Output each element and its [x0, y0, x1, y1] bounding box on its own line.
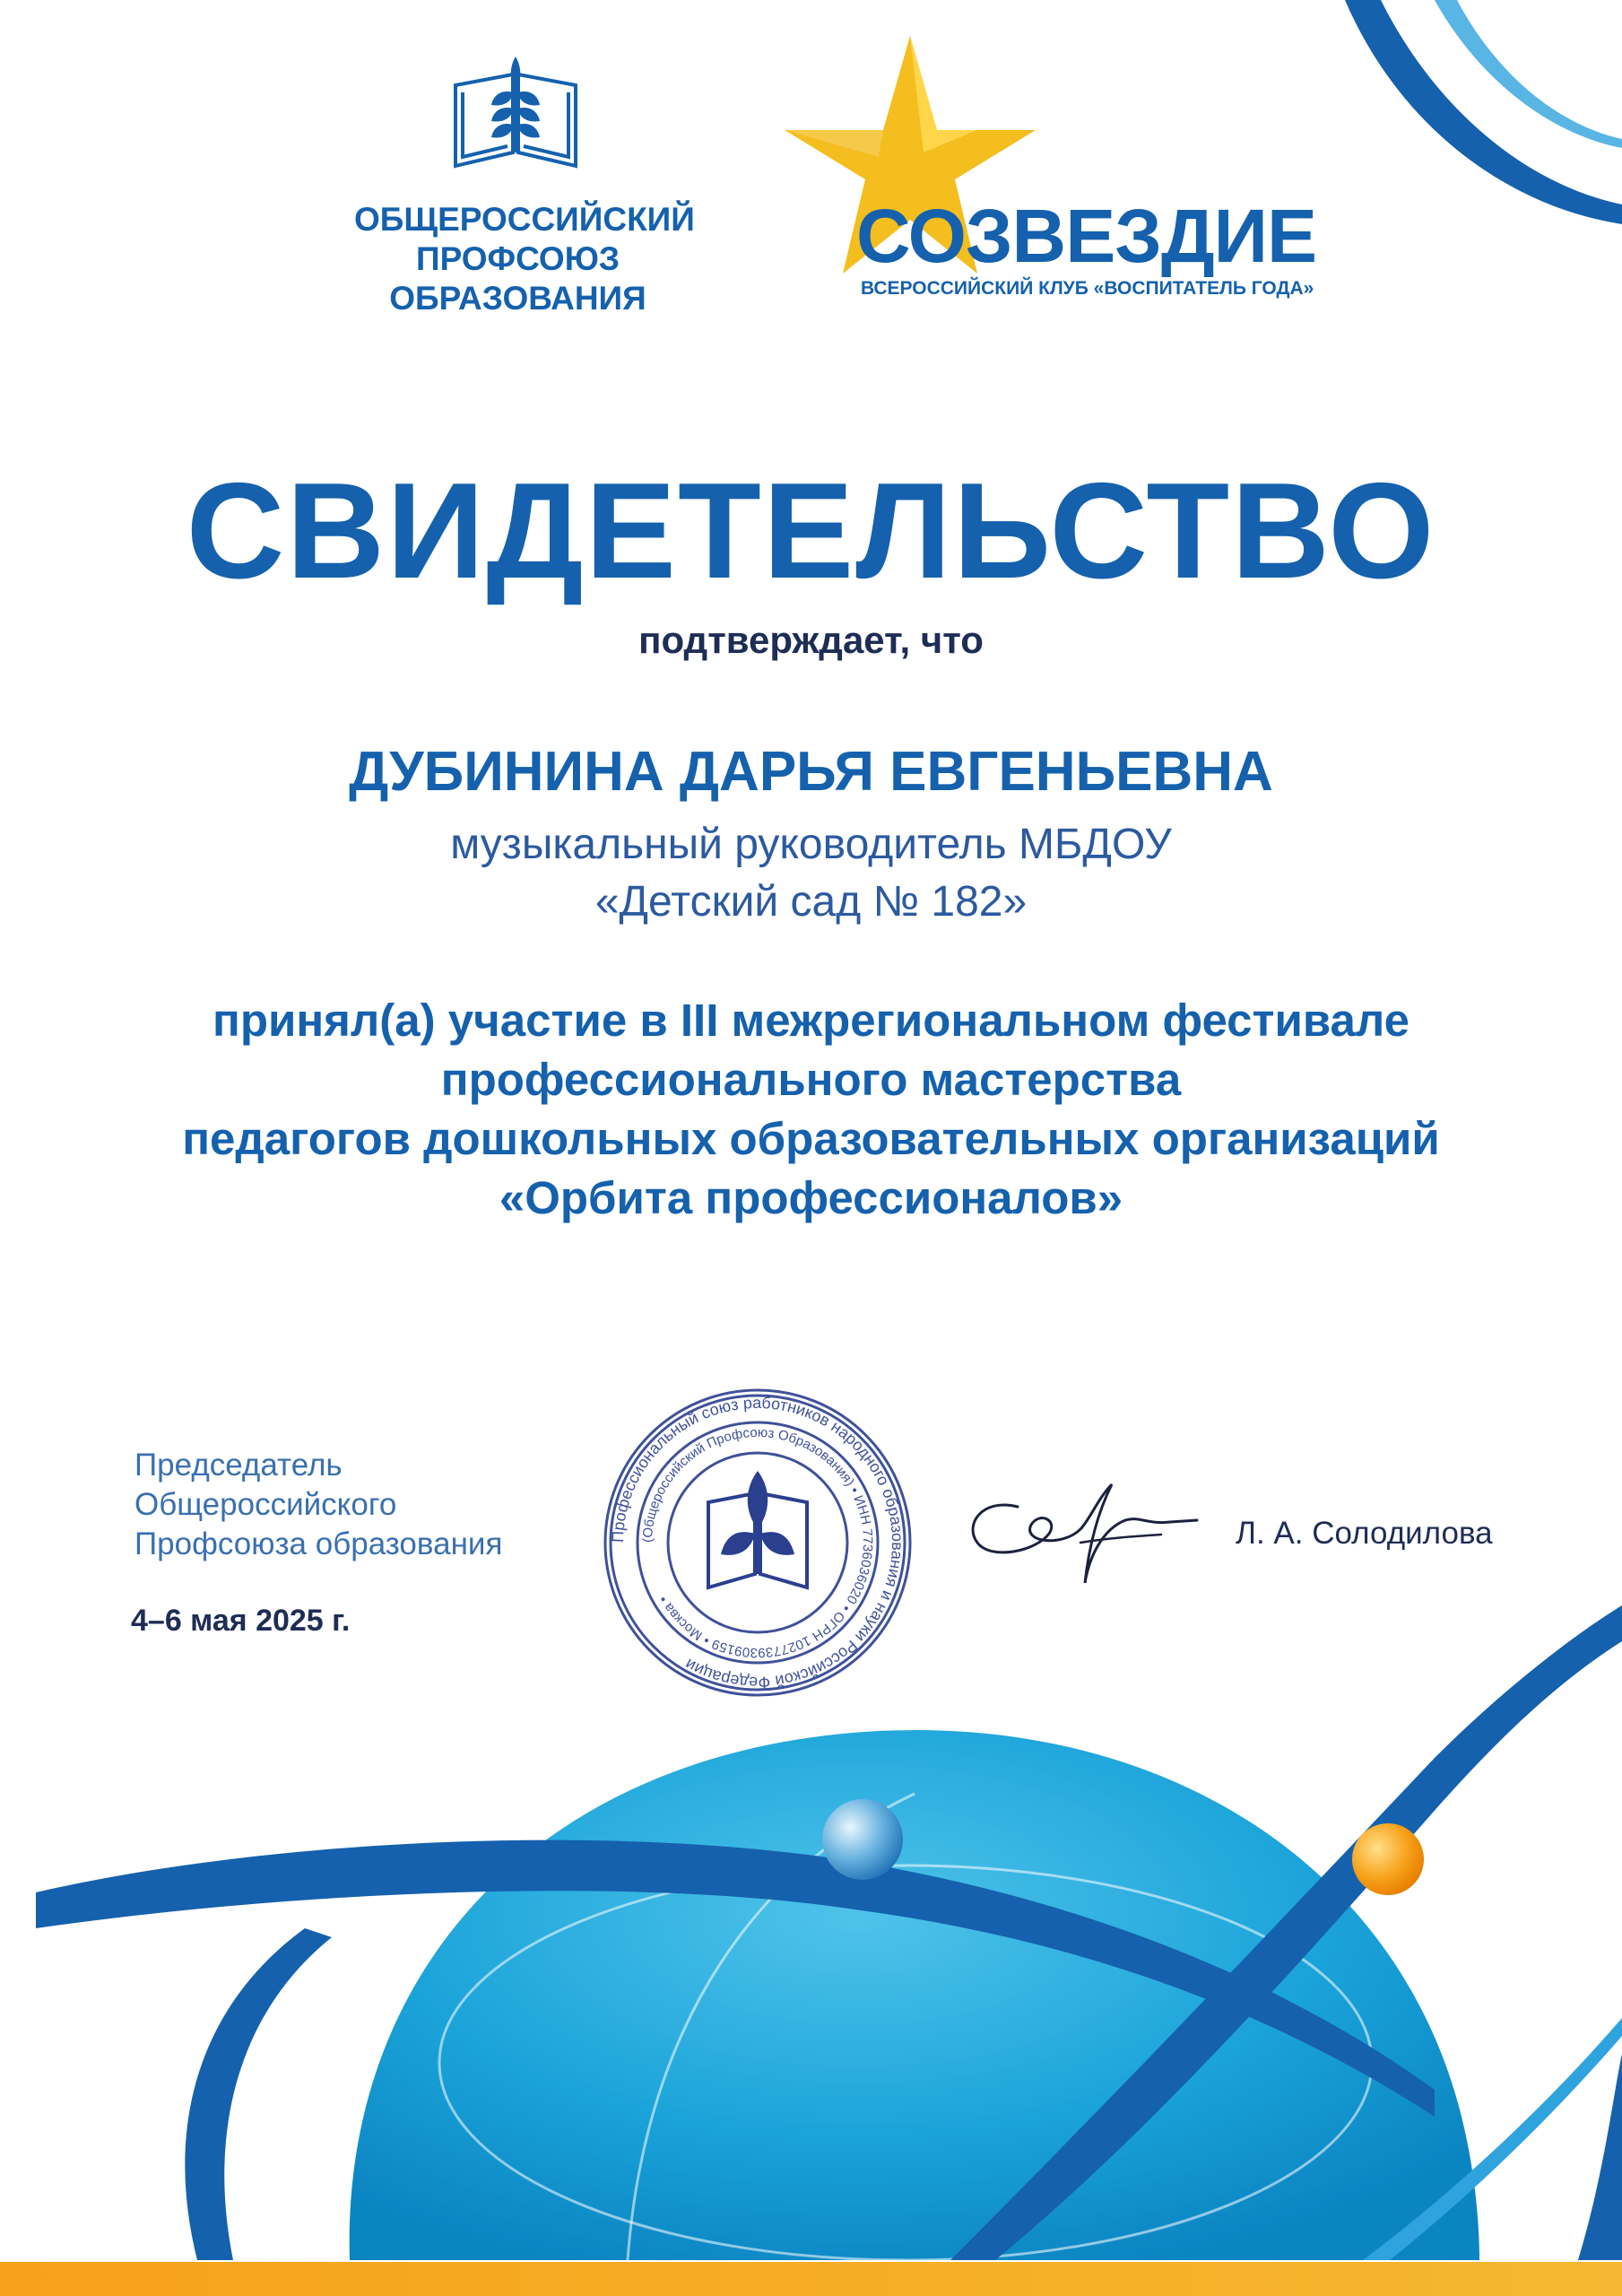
chair-line-2: Общероссийского — [134, 1487, 397, 1522]
sozvezdie-logo — [771, 31, 1336, 318]
recipient-name: ДУБИНИНА ДАРЬЯ ЕВГЕНЬЕВНА — [349, 741, 1273, 803]
book-wheat-icon — [448, 49, 583, 175]
union-line-2: ПРОФСОЮЗ — [415, 240, 620, 277]
sozvezdie-title: СОЗВЕЗДИЕ — [856, 194, 1317, 278]
confirms-text: подтверждает, что — [638, 619, 984, 661]
official-stamp — [601, 1386, 915, 1700]
chair-line-1: Председатель — [134, 1448, 343, 1483]
chair-title — [134, 1446, 502, 1564]
description-line-3: педагогов дошкольных образовательных организаций — [182, 1113, 1440, 1164]
signatory-name: Л. А. Солодилова — [1236, 1516, 1493, 1551]
description-line-4: «Орбита профессионалов» — [499, 1172, 1123, 1223]
position-line-2: «Детский сад № 182» — [594, 878, 1028, 926]
union-line-3: ОБРАЗОВАНИЯ — [389, 280, 646, 317]
description-line-2: профессионального мастерства — [440, 1054, 1182, 1105]
chair-line-3: Профсоюза образования — [134, 1526, 503, 1561]
union-logo — [354, 49, 695, 318]
description-line-1: принял(а) участие в III межрегиональном фестивале — [213, 995, 1409, 1046]
stamp-outer-text: Профессиональный союз работников народного образования и науки Российской Федерации — [608, 1393, 907, 1692]
orange-sphere-icon — [1352, 1823, 1424, 1895]
position-line-1: музыкальный руководитель МБДОУ — [450, 821, 1172, 868]
participation-description — [0, 991, 1622, 1228]
stamp-inner-text: (Общероссийский Профсоюз Образования) • ИНН 7736036020 • ОГРН 1027739309159 • Москва • — [639, 1424, 876, 1661]
certificate-title: СВИДЕТЕЛЬСТВО — [186, 455, 1436, 607]
event-date: 4–6 мая 2025 г. — [131, 1604, 351, 1638]
union-line-1: ОБЩЕРОССИЙСКИЙ — [354, 201, 695, 238]
sozvezdie-subtitle: ВСЕРОССИЙСКИЙ КЛУБ «ВОСПИТАТЕЛЬ ГОДА» — [861, 278, 1314, 299]
signature-icon — [955, 1457, 1201, 1601]
blue-sphere-icon — [822, 1799, 903, 1880]
stamp-emblem-icon — [708, 1471, 807, 1587]
recipient-position — [0, 816, 1622, 931]
